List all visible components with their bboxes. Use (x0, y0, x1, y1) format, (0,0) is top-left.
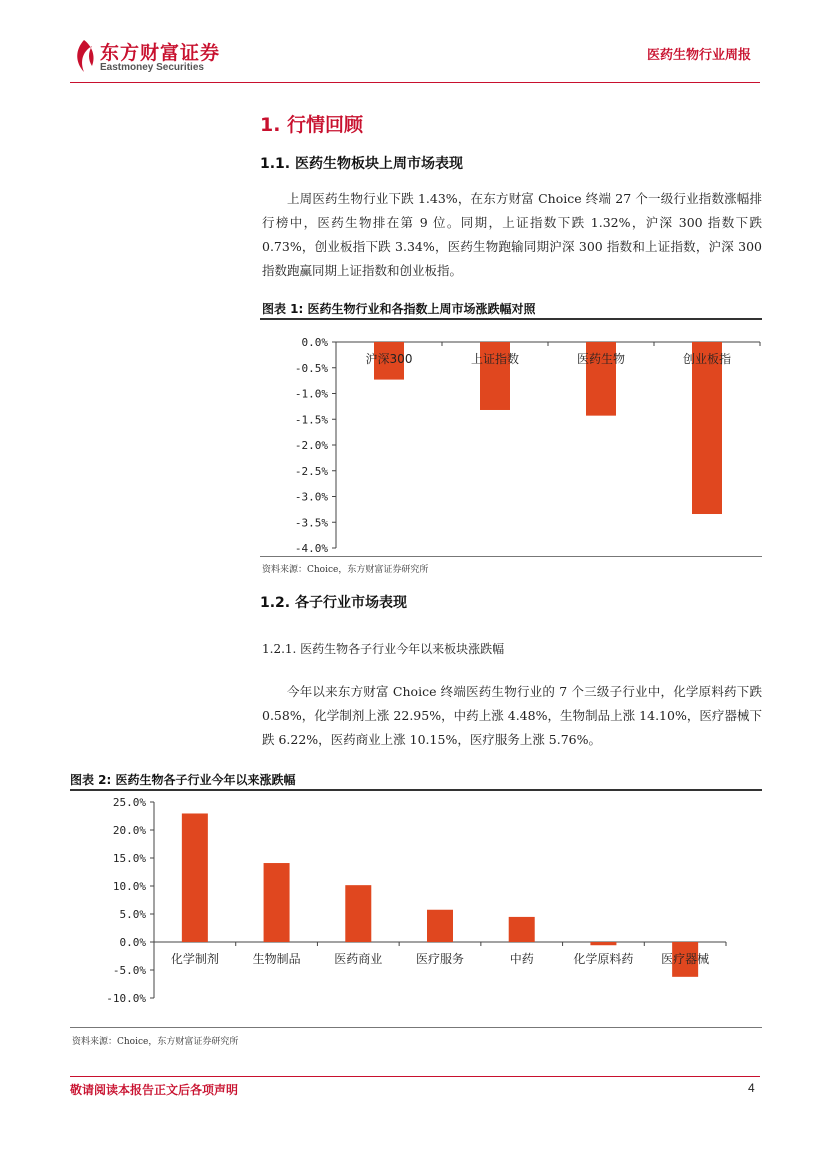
page-number: 4 (748, 1081, 755, 1095)
x-category-label: 医疗器械 (661, 952, 710, 966)
x-category-label: 沪深300 (365, 352, 413, 366)
y-tick-label: -3.5% (294, 516, 328, 530)
x-category-label: 医药生物 (576, 352, 626, 366)
report-type: 医药生物行业周报 (646, 48, 751, 63)
y-tick-label: -5.0% (112, 964, 146, 977)
logo-text-cn: 东方财富证券 (100, 42, 221, 64)
y-tick-label: -0.5% (294, 361, 328, 375)
bar-医药商业 (345, 885, 371, 942)
y-tick-label: -2.0% (294, 439, 328, 452)
y-tick-label: 5.0% (119, 908, 146, 921)
bar-化学制剂 (182, 813, 208, 942)
bar-创业板指 (692, 342, 722, 514)
x-category-label: 上证指数 (470, 352, 520, 366)
paragraph-subindustry: 今年以来东方财富 Choice 终端医药生物行业的 7 个三级子行业中，化学原料药下跌 0.58%，化学制剂上涨 22.95%，中药上涨 4.48%，生物制品上涨 14.10%，医疗器械下跌 6.22%，医药商业上涨 10.15%，医疗服务上涨 5.76%。 (262, 684, 762, 747)
footer-disclaimer: 敬请阅读本报告正文后各项声明 (70, 1083, 239, 1097)
x-category-label: 化学制剂 (170, 952, 219, 966)
paragraph-market-performance: 上周医药生物行业下跌 1.43%，在东方财富 Choice 终端 27 个一级行业指数涨幅排行榜中，医药生物排在第 9 位。同期，上证指数下跌 1.32%，沪深 300 指数下跌 0.73%，创业板指下跌 3.34%，医药生物跑输同期沪深 300 指数和上证指数，沪深 300 指数跑赢同期上证指数和创业板指。 (262, 191, 762, 278)
y-tick-label: -3.0% (294, 490, 328, 504)
figure2-source: 资料来源：Choice，东方财富证券研究所 (72, 1037, 239, 1047)
figure2-top-rule (70, 789, 762, 791)
y-tick-label: -2.5% (294, 464, 328, 478)
figure1-bottom-rule (260, 556, 762, 557)
x-category-label: 化学原料药 (573, 952, 634, 966)
figure1-source: 资料来源：Choice，东方财富证券研究所 (262, 565, 429, 575)
subsection-title-1-2-1: 1.2.1. 医药生物各子行业今年以来板块涨跌幅 (262, 642, 505, 656)
header-divider (70, 82, 760, 83)
figure2-bottom-rule (70, 1027, 762, 1028)
bar-中药 (509, 917, 535, 942)
bar-化学原料药 (590, 942, 616, 945)
bar-医疗服务 (427, 910, 453, 942)
y-tick-label: 25.0% (112, 796, 146, 809)
figure2-chart (70, 792, 762, 1014)
bar-生物制品 (264, 863, 290, 942)
y-tick-label: 0.0% (119, 936, 146, 949)
y-tick-label: 20.0% (112, 824, 146, 837)
x-category-label: 医疗服务 (415, 952, 465, 966)
y-tick-label: -4.0% (294, 542, 328, 555)
figure1-chart (260, 330, 762, 562)
y-tick-label: 0.0% (301, 336, 328, 349)
logo-text-en: Eastmoney Securities (100, 62, 204, 73)
y-tick-label: 10.0% (112, 880, 146, 893)
subsection-title-1-2: 1.2. 各子行业市场表现 (260, 595, 407, 611)
x-category-label: 生物制品 (252, 952, 301, 966)
figure1-top-rule (260, 318, 762, 320)
y-tick-label: -10.0% (106, 992, 146, 1005)
y-tick-label: 15.0% (112, 852, 146, 865)
x-category-label: 医药商业 (334, 952, 383, 966)
x-category-label: 中药 (509, 952, 534, 966)
subsection-title-1-1: 1.1. 医药生物板块上周市场表现 (260, 156, 463, 172)
figure2-caption: 图表 2: 医药生物各子行业今年以来涨跌幅 (70, 773, 296, 787)
footer-divider (70, 1076, 760, 1077)
y-tick-label: -1.5% (294, 413, 328, 427)
figure1-caption: 图表 1: 医药生物行业和各指数上周市场涨跌幅对照 (262, 302, 536, 316)
y-tick-label: -1.0% (294, 387, 328, 401)
logo-icon (70, 38, 98, 74)
section-title: 1. 行情回顾 (260, 114, 364, 136)
x-category-label: 创业板指 (682, 352, 732, 366)
